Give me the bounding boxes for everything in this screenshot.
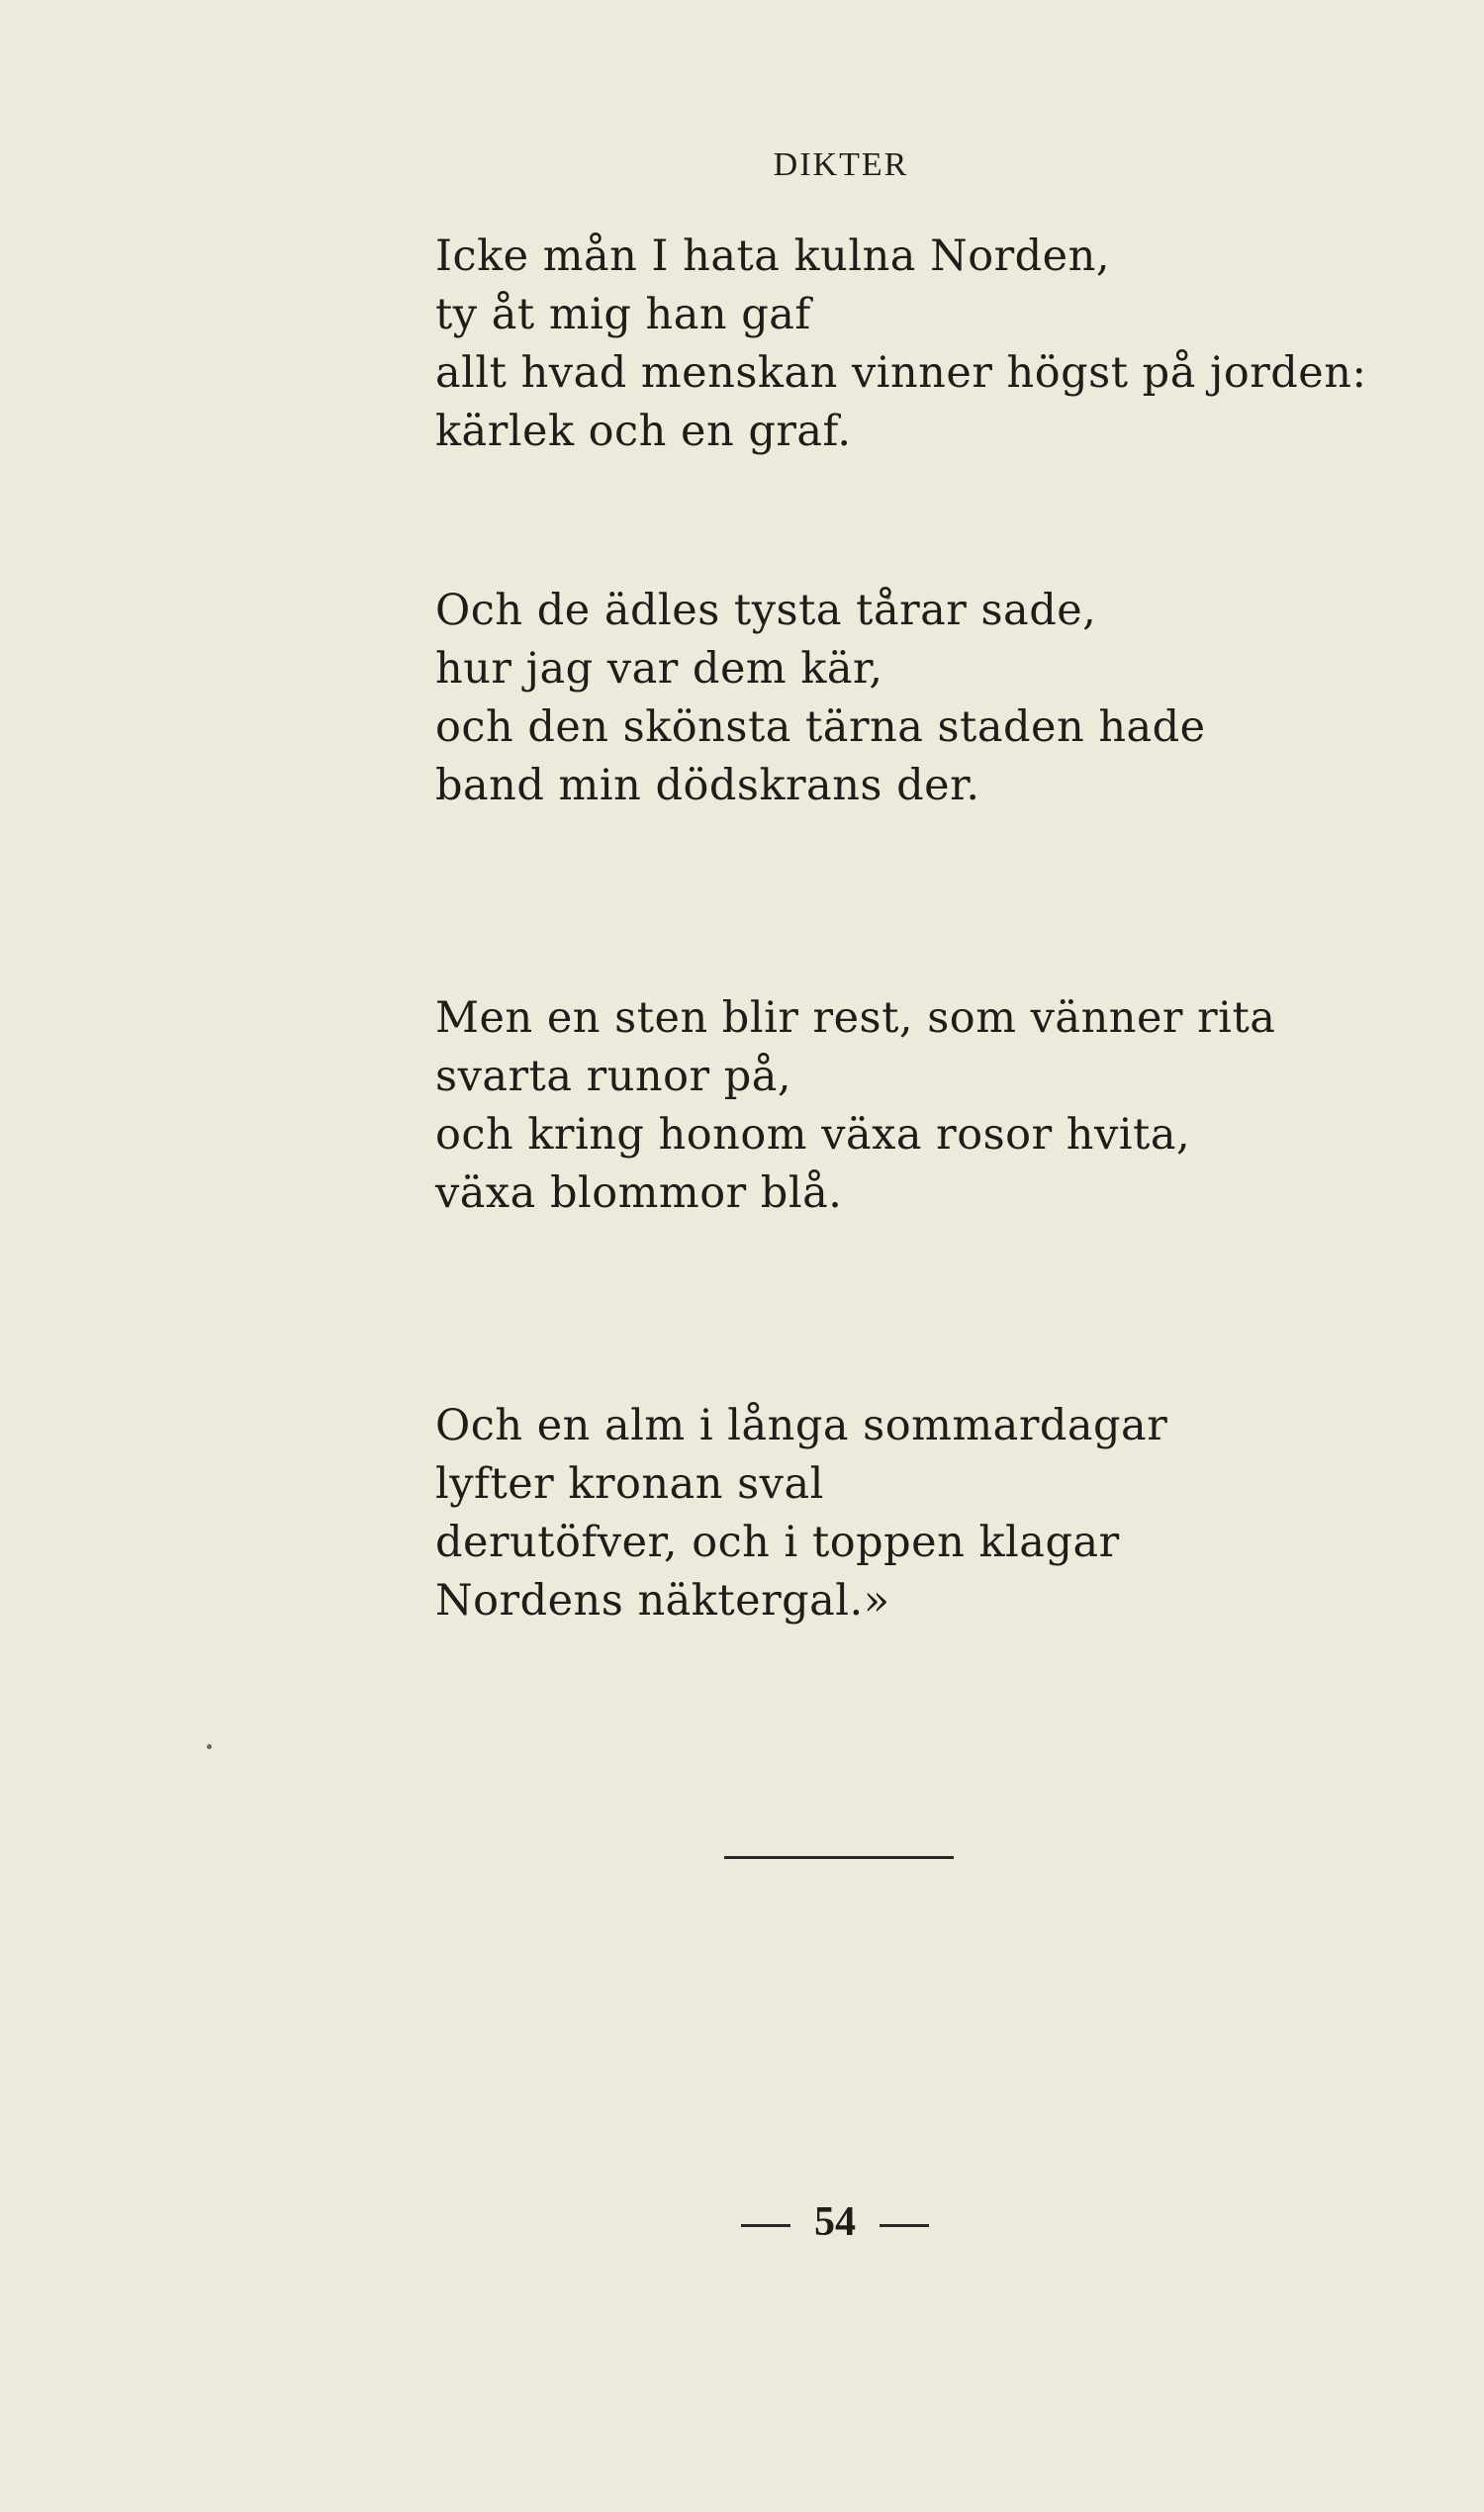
poem-line: derutöfver, och i toppen klagar xyxy=(435,1518,1120,1567)
poem-line: band min dödskrans der. xyxy=(435,761,980,810)
poem xyxy=(435,228,1425,1630)
stanza-3 xyxy=(435,989,1425,1223)
poem-line: och den skönsta tärna staden hade xyxy=(435,702,1206,752)
dash-left xyxy=(741,2224,790,2227)
poem-line: Och de ädles tysta tårar sade, xyxy=(435,586,1097,635)
poem-line: ty åt mig han gaf xyxy=(435,290,811,339)
poem-line: Och en alm i långa sommardagar xyxy=(435,1401,1168,1450)
dash-right xyxy=(880,2224,929,2227)
poem-line: Men en sten blir rest, som vänner rita xyxy=(435,993,1276,1043)
page-number: 54 xyxy=(814,2199,856,2245)
end-rule xyxy=(724,1856,954,1859)
poem-line: kärlek och en graf. xyxy=(435,407,852,456)
running-head xyxy=(0,146,1484,184)
stanza-1 xyxy=(435,228,1425,461)
poem-line: lyfter kronan sval xyxy=(435,1459,824,1509)
poem-line: Nordens näktergal.» xyxy=(435,1576,890,1626)
stanza-2 xyxy=(435,582,1425,815)
print-speck xyxy=(207,1744,212,1749)
running-head-text: DIKTER xyxy=(773,146,909,183)
poem-line: och kring honom växa rosor hvita, xyxy=(435,1110,1191,1160)
poem-line: växa blommor blå. xyxy=(435,1168,843,1218)
page-number-footer xyxy=(0,2198,1484,2246)
poem-line: svarta runor på, xyxy=(435,1052,792,1101)
poem-line: hur jag var dem kär, xyxy=(435,644,883,694)
poem-line: Icke mån I hata kulna Norden, xyxy=(435,232,1110,281)
poem-line: allt hvad menskan vinner högst på jorden: xyxy=(435,348,1367,398)
stanza-4 xyxy=(435,1397,1425,1630)
